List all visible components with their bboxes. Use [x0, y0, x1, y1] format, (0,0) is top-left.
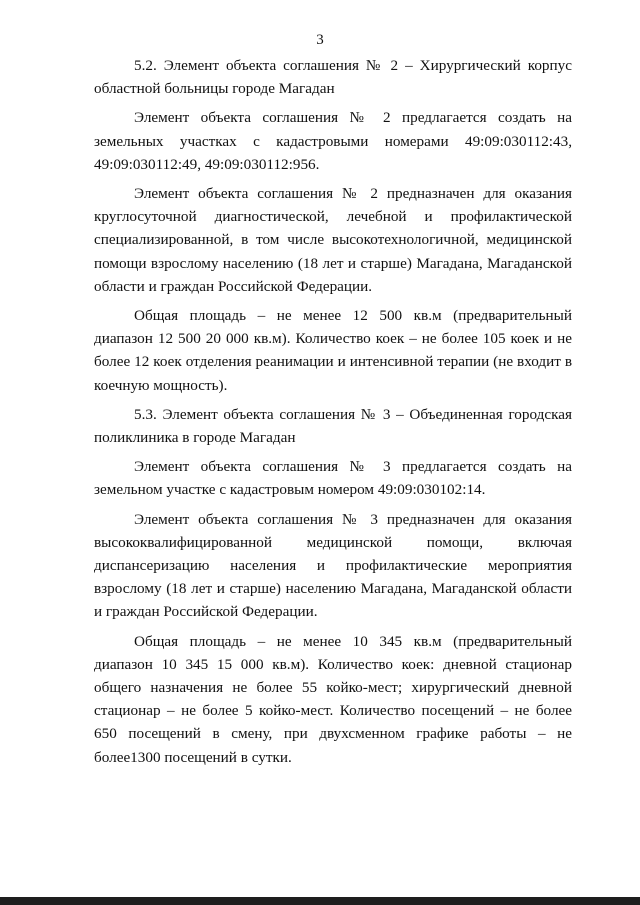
scan-bottom-edge — [0, 897, 640, 905]
paragraph-element-3-location: Элемент объекта соглашения № 3 предлагается создать на земельном участке с кадастровым номером 49:09:030102:14. — [94, 458, 572, 499]
document-body — [94, 54, 572, 769]
paragraph-element-2-purpose: Элемент объекта соглашения № 2 предназначен для оказания круглосуточной диагностической, лечебной и профилактической специализированной, в том числе высокотехнологичной, медицинской помощи взрослому населению (18 лет и старше) Магадана, Магаданской области и граждан Российской Федерации. — [94, 185, 572, 295]
section-heading-5-3: 5.3. Элемент объекта соглашения № 3 – Объединенная городская поликлиника в городе Магадан — [94, 405, 572, 447]
page-number: 3 — [316, 32, 324, 48]
paragraph-element-3-area: Общая площадь – не менее 10 345 кв.м (предварительный диапазон 10 345 15 000 кв.м). Количество коек: дневной стационар общего назначения не более 55 койко-мест; хирургический дневной стационар – не более 5 койко-мест. Количество посещений – не более 650 посещений в смену, при двухсменном графике работы – не более1300 посещений в сутки. — [94, 632, 572, 766]
paragraph-element-2-location: Элемент объекта соглашения № 2 предлагается создать на земельных участках с кадастровыми номерами 49:09:030112:43, 49:09:030112:49, 49:09:030112:956. — [94, 109, 572, 173]
section-heading-5-2: 5.2. Элемент объекта соглашения № 2 – Хирургический корпус областной больницы городе Магадан — [94, 57, 572, 98]
paragraph-element-3-purpose: Элемент объекта соглашения № 3 предназначен для оказания высококвалифицированной медицинской помощи, включая диспансеризацию населения и профилактические мероприятия взрослому (18 лет и старше) населению Магадана, Магаданской области и граждан Российской Федерации. — [94, 510, 572, 621]
paragraph-element-2-area: Общая площадь – не менее 12 500 кв.м (предварительный диапазон 12 500 20 000 кв.м). Количество коек – не более 105 коек и не более 12 коек отделения реанимации и интенсивной терапии (не входит в коечную мощность). — [94, 307, 572, 394]
